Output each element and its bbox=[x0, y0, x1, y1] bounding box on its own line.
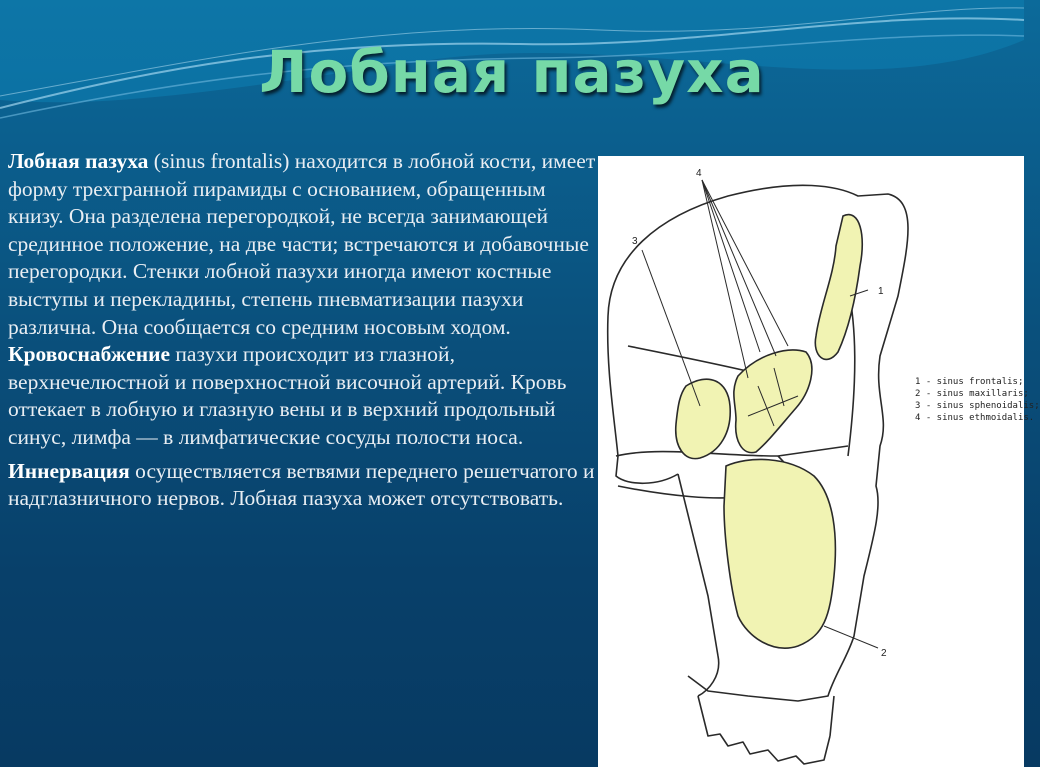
label-4: 4 bbox=[696, 168, 702, 179]
label-3: 3 bbox=[632, 236, 638, 247]
text-innervation: осуществляется ветвями переднего решетчатого и надглазничного нервов. Лобная пазуха может отсутствовать. bbox=[8, 458, 595, 511]
legend-item: 1 - sinus frontalis; bbox=[915, 377, 1024, 387]
slide-body bbox=[8, 148, 600, 513]
legend-item: 3 - sinus sphenoidalis; bbox=[915, 401, 1040, 411]
term-frontal-sinus: Лобная пазуха bbox=[8, 149, 149, 173]
skull-sinus-illustration bbox=[598, 156, 1024, 767]
legend-item: 4 - sinus ethmoidalis. bbox=[915, 413, 1035, 423]
paragraph-innervation bbox=[8, 458, 600, 513]
paragraph-main bbox=[8, 148, 600, 452]
label-1: 1 bbox=[878, 286, 884, 297]
sinus-frontalis bbox=[815, 215, 862, 360]
figure-legend bbox=[915, 376, 1040, 424]
sinus-sphenoidalis bbox=[676, 379, 730, 458]
skull-drawing bbox=[598, 156, 1024, 767]
text-description: (sinus frontalis) находится в лобной кости, имеет форму трехгранной пирамиды с основанием, обращенным книзу. Она разделена перегородкой, не всегда занимающей срединное положение, на две части; встречаются и добавочные перегородки. Стенки лобной пазухи иногда имеют костные выступы и перекладины, степень пневматизации пазухи различна. Она сообщается со средним носовым ходом. bbox=[8, 149, 596, 339]
term-blood-supply: Кровоснабжение bbox=[8, 342, 171, 367]
slide-title: Лобная пазуха bbox=[259, 38, 765, 106]
term-innervation: Иннервация bbox=[8, 458, 130, 483]
text-blood-supply: пазухи происходит из глазной, верхнечелюстной и поверхностной височной артерий. Кровь оттекает в лобную и глазную вены и в верхний продольный синус, лимфа — в лимфатические сосуды полости носа. bbox=[8, 342, 567, 449]
sinus-maxillaris bbox=[724, 459, 835, 648]
label-2: 2 bbox=[881, 648, 887, 659]
legend-item: 2 - sinus maxillaris; bbox=[915, 389, 1029, 399]
